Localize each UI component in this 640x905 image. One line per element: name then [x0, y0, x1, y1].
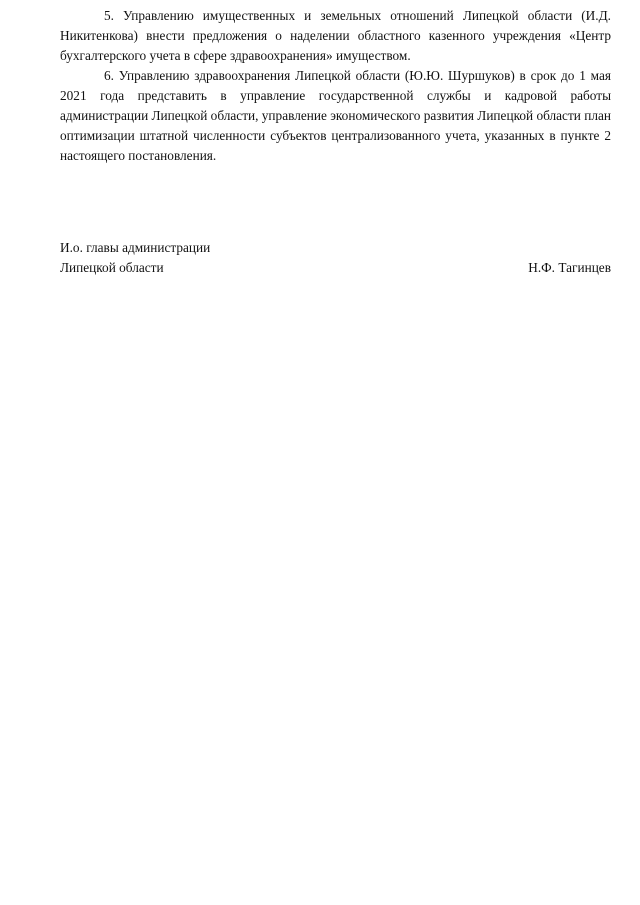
signature-position-line-1 [60, 238, 611, 258]
paragraph-5: 5. Управлению имущественных и земельных отношений Липецкой области (И.Д. Никитенкова) внести предложения о наделении областного казенного учреждения «Центр бухгалтерского учета в сфере здравоохранения» имуществом. [60, 8, 611, 63]
document-body [60, 6, 611, 166]
signer-name: Н.Ф. Тагинцев [528, 260, 611, 275]
signature-block [60, 238, 611, 278]
signer-position-region: Липецкой области [60, 260, 164, 275]
signature-position-line-2 [60, 258, 611, 278]
paragraph-6: 6. Управлению здравоохранения Липецкой области (Ю.Ю. Шуршуков) в срок до 1 мая 2021 года представить в управление государственной службы и кадровой работы администрации Липецкой области, управление экономического развития Липецкой области план оптимизации штатной численности субъектов централизованного учета, указанных в пункте 2 настоящего постановления. [60, 68, 611, 163]
signer-position-title: И.о. главы администрации [60, 240, 211, 255]
